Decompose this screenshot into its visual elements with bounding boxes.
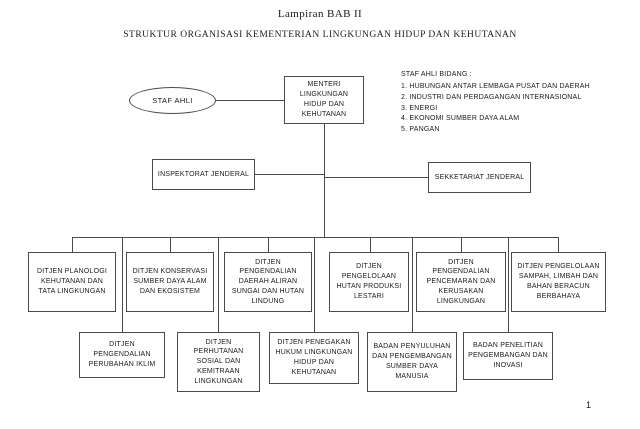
connector-sekretariat: [324, 177, 428, 178]
staf-ahli-bidang-list: [401, 70, 591, 136]
staf-ahli-item: 2. INDUSTRI DAN PERDAGANGAN INTERNASIONAL: [401, 93, 582, 101]
staf-ahli-item: 5. PANGAN: [401, 126, 440, 134]
connector-menteri-trunk: [324, 124, 325, 237]
page-title: Lampiran BAB II: [277, 8, 363, 20]
org-box-ditjen-hutan-produksi: DITJEN PENGELOLAAN HUTAN PRODUKSI LESTARI: [329, 252, 409, 312]
staf-ahli-item: 3. ENERGI: [401, 104, 438, 112]
connector-drop: [72, 237, 73, 252]
connector-drop: [170, 237, 171, 252]
org-box-ditjen-sampah: DITJEN PENGELOLAAN SAMPAH, LIMBAH DAN BAHAN BERACUN BERBAHAYA: [511, 252, 606, 312]
org-box-ditjen-pencemaran: DITJEN PENGENDALIAN PENCEMARAN DAN KERUSAKAN LINGKUNGAN: [416, 252, 506, 312]
org-box-ditjen-penegakan-hukum: DITJEN PENEGAKAN HUKUM LINGKUNGAN HIDUP DAN KEHUTANAN: [269, 332, 359, 384]
connector-drop: [461, 237, 462, 252]
org-box-badan-penelitian: BADAN PENELITIAN PENGEMBANGAN DAN INOVASI: [463, 332, 553, 380]
connector-inspektorat: [255, 174, 324, 175]
staf-ahli-ellipse: STAF AHLI: [129, 87, 216, 114]
org-box-ditjen-perhutanan-sosial: DITJEN PERHUTANAN SOSIAL DAN KEMITRAAN LINGKUNGAN: [177, 332, 260, 392]
org-box-ditjen-pengendalian-das: DITJEN PENGENDALIAN DAERAH ALIRAN SUNGAI DAN HUTAN LINDUNG: [224, 252, 312, 312]
connector-drop-long: [314, 237, 315, 332]
org-box-ditjen-perubahan-iklim: DITJEN PENGENDALIAN PERUBAHAN IKLIM: [79, 332, 165, 378]
org-box-menteri: MENTERI LINGKUNGAN HIDUP DAN KEHUTANAN: [284, 76, 364, 124]
page-subtitle: STRUKTUR ORGANISASI KEMENTERIAN LINGKUNGAN HIDUP DAN KEHUTANAN: [123, 30, 517, 40]
connector-drop-long: [508, 237, 509, 332]
staf-ahli-item: 1. HUBUNGAN ANTAR LEMBAGA PUSAT DAN DAERAH: [401, 82, 590, 90]
connector-drop: [558, 237, 559, 252]
connector-drop-long: [412, 237, 413, 332]
staf-ahli-item: 4. EKONOMI SUMBER DAYA ALAM: [401, 115, 520, 123]
org-box-ditjen-konservasi: DITJEN KONSERVASI SUMBER DAYA ALAM DAN EKOSISTEM: [126, 252, 214, 312]
page-number: 1: [586, 400, 592, 410]
connector-drop: [268, 237, 269, 252]
connector-stafahli-menteri: [216, 100, 284, 101]
connector-main-horizontal: [72, 237, 558, 238]
connector-drop-long: [218, 237, 219, 332]
connector-drop: [370, 237, 371, 252]
org-box-sekretariat-jenderal: SEKKETARIAT JENDERAL: [428, 162, 531, 193]
org-box-badan-penyuluhan: BADAN PENYULUHAN DAN PENGEMBANGAN SUMBER DAYA MANUSIA: [367, 332, 457, 392]
connector-drop-long: [122, 237, 123, 332]
org-box-ditjen-planologi: DITJEN PLANOLOGI KEHUTANAN DAN TATA LINGKUNGAN: [28, 252, 116, 312]
org-box-inspektorat-jenderal: INSPEKTORAT JENDERAL: [152, 159, 255, 190]
staf-ahli-bidang-heading: STAF AHLI BIDANG :: [401, 71, 472, 78]
